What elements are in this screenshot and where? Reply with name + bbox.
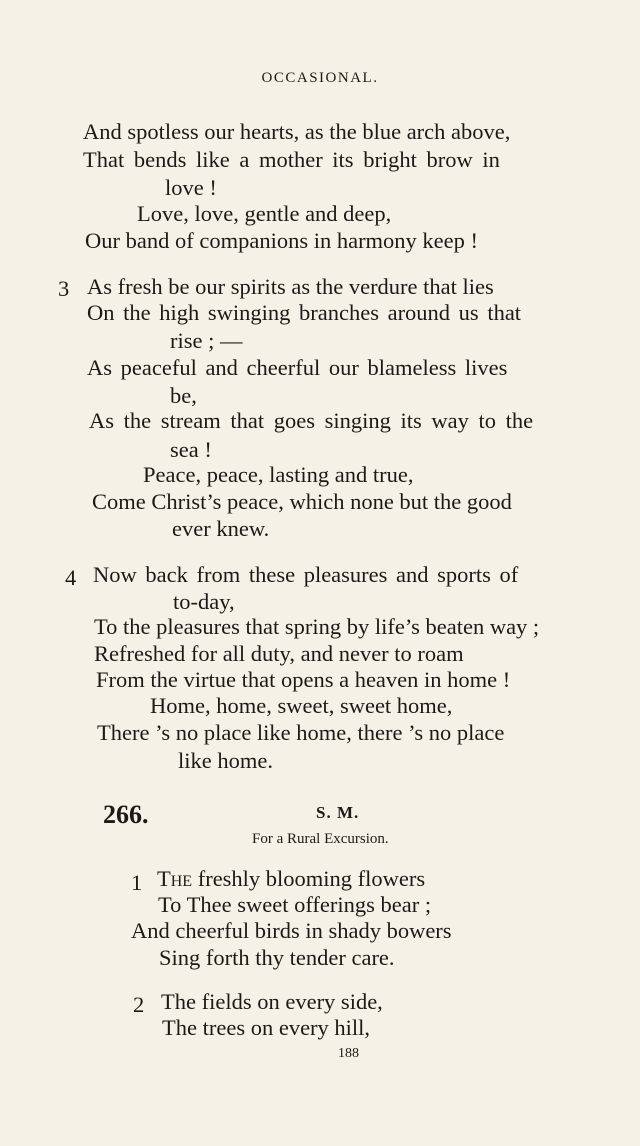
verse-line: to-day, <box>173 589 235 614</box>
verse-line: From the virtue that opens a heaven in home ! <box>96 667 511 692</box>
verse-line: On the high swinging branches around us that <box>87 300 522 325</box>
verse-line: That bends like a mother its bright brow in <box>83 147 500 172</box>
verse-line: The fields on every side, <box>161 989 383 1014</box>
first-word: The <box>157 866 193 891</box>
verse-line: And cheerful birds in shady bowers <box>131 918 452 943</box>
verse-line: Our band of companions in harmony keep ! <box>85 228 479 253</box>
stanza-number: 1 <box>131 870 143 895</box>
verse-line: be, <box>170 383 197 408</box>
verse-line: love ! <box>165 175 217 200</box>
verse-line: As peaceful and cheerful our blameless lives <box>87 355 508 380</box>
verse-text: freshly blooming flowers <box>197 866 426 891</box>
verse-line: Refreshed for all duty, and never to roam <box>94 641 464 666</box>
verse-line: To the pleasures that spring by life’s beaten way ; <box>94 614 540 639</box>
stanza-number: 3 <box>58 276 70 301</box>
verse-line: As the stream that goes singing its way to the <box>89 408 534 433</box>
verse-line: Home, home, sweet, sweet home, <box>150 693 453 718</box>
verse-line <box>157 866 425 892</box>
hymn-subtitle: For a Rural Excursion. <box>252 831 389 847</box>
verse-line: Peace, peace, lasting and true, <box>143 462 414 487</box>
verse-line: sea ! <box>170 437 212 462</box>
hymn-meter: S. M. <box>316 803 360 822</box>
verse-line: The trees on every hill, <box>162 1015 371 1040</box>
verse-line: rise ; — <box>170 328 243 353</box>
stanza-number: 4 <box>65 565 77 590</box>
verse-line: like home. <box>178 748 273 773</box>
verse-line: Come Christ’s peace, which none but the good <box>92 489 512 514</box>
stanza-number: 2 <box>133 992 145 1017</box>
verse-line: ever knew. <box>172 516 270 541</box>
verse-line: Now back from these pleasures and sports of <box>93 562 519 587</box>
page-number: 188 <box>338 1046 359 1061</box>
verse-line: Love, love, gentle and deep, <box>137 201 392 226</box>
verse-line: There ’s no place like home, there ’s no place <box>97 720 505 745</box>
hymn-number: 266. <box>103 800 149 829</box>
verse-line: Sing forth thy tender care. <box>159 945 395 970</box>
verse-line: And spotless our hearts, as the blue arch above, <box>83 119 511 144</box>
verse-line: As fresh be our spirits as the verdure that lies <box>87 274 494 299</box>
running-head: OCCASIONAL. <box>261 70 379 86</box>
verse-line: To Thee sweet offerings bear ; <box>158 892 432 917</box>
